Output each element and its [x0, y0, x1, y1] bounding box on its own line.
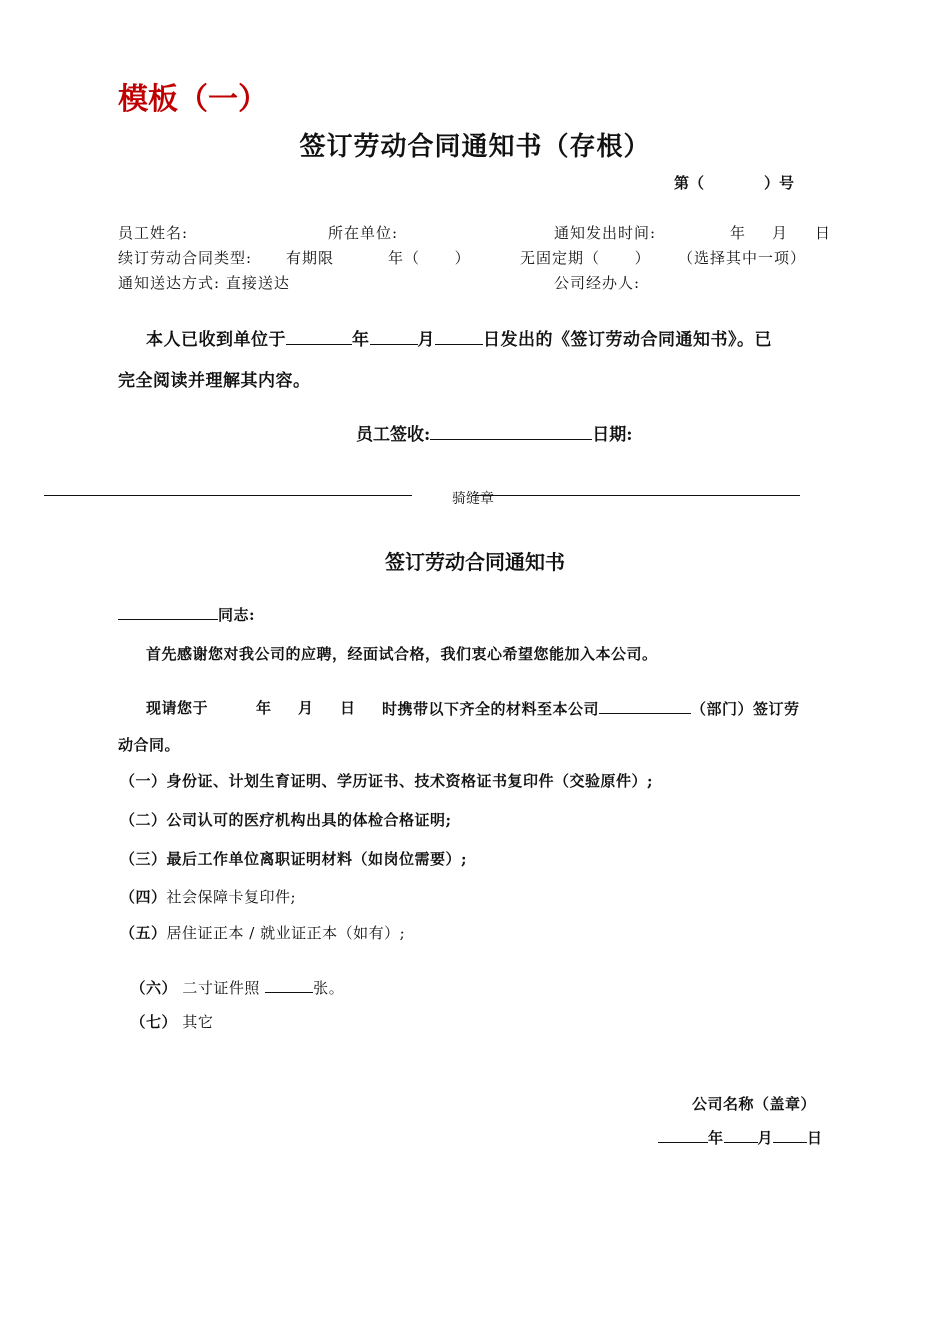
- issue-date-row: [658, 1126, 823, 1148]
- list-item-number: （二）: [120, 811, 167, 829]
- greeting-text: 首先感谢您对我公司的应聘，经面试合格，我们衷心希望您能加入本公司。: [146, 645, 658, 663]
- invite-text-1: 现请您于: [146, 699, 209, 717]
- stub-title: 签订劳动合同通知书（存根）: [299, 132, 651, 162]
- ack-year-blank[interactable]: [286, 328, 352, 345]
- number-prefix: 第（: [674, 174, 705, 192]
- seam-line-left: [44, 495, 412, 496]
- invite-day: 日: [340, 699, 356, 717]
- photo-unit: 张。: [313, 979, 345, 997]
- ack-month: 月: [417, 330, 435, 350]
- issue-day: 日: [807, 1129, 823, 1147]
- list-item: [120, 809, 452, 830]
- comrade-label: 同志:: [218, 606, 256, 624]
- document-number: [674, 172, 794, 193]
- list-item-text: 社会保障卡复印件;: [166, 888, 297, 906]
- recipient-name-field[interactable]: [118, 603, 218, 620]
- template-label: 模板（一）: [118, 82, 268, 117]
- ack-text-1: 本人已收到单位于: [146, 330, 286, 350]
- notice-day: 日: [815, 224, 832, 242]
- ack-day-blank[interactable]: [435, 328, 483, 345]
- notice-year: 年: [730, 224, 747, 242]
- invite-text-2: 时携带以下齐全的材料至本公司: [382, 700, 600, 718]
- ack-year: 年: [352, 330, 370, 350]
- acknowledgement-line-1: [146, 325, 772, 350]
- list-item: [120, 958, 344, 998]
- list-item-number: （七）: [130, 1013, 178, 1031]
- fixed-term-years: 年（ ）: [388, 249, 471, 267]
- number-suffix: ）号: [764, 174, 795, 192]
- list-item-number: （三）: [120, 850, 167, 868]
- list-item-text: 最后工作单位离职证明材料（如岗位需要）;: [166, 850, 468, 868]
- date-label: 日期:: [592, 425, 633, 445]
- issue-month-field[interactable]: [724, 1126, 758, 1143]
- contract-type-label: 续订劳动合同类型:: [118, 249, 253, 267]
- list-item-number: （一）: [120, 772, 167, 790]
- list-item-number: （六）: [130, 979, 178, 997]
- list-item: [120, 993, 213, 1032]
- issue-day-field[interactable]: [773, 1126, 807, 1143]
- department-field[interactable]: [599, 697, 691, 714]
- issue-year-field[interactable]: [658, 1126, 708, 1143]
- seam-line-right: [472, 495, 800, 496]
- notice-title: 签订劳动合同通知书: [385, 550, 565, 574]
- notice-month: 月: [772, 224, 789, 242]
- employee-signature-row: [356, 420, 633, 445]
- choose-one-note: （选择其中一项）: [678, 249, 807, 267]
- list-item-number: （五）: [120, 924, 167, 942]
- unit-label: 所在单位:: [328, 224, 399, 242]
- list-item-text: 公司认可的医疗机构出具的体检合格证明;: [166, 811, 452, 829]
- list-item-text: 身份证、计划生育证明、学历证书、技术资格证书复印件（交验原件）;: [166, 772, 654, 790]
- list-item-text: 二寸证件照: [177, 979, 260, 997]
- list-item-text: 其它: [177, 1013, 214, 1031]
- no-fixed-term-option: 无固定期（ ）: [520, 249, 651, 267]
- handler-label: 公司经办人:: [554, 274, 641, 292]
- issue-month: 月: [757, 1129, 774, 1147]
- invite-year: 年: [256, 699, 272, 717]
- photo-count-field[interactable]: [265, 976, 313, 993]
- fixed-term-option: 有期限: [286, 249, 335, 267]
- recipient-row: [118, 603, 255, 625]
- invite-text-3: （部门）签订劳: [691, 700, 800, 718]
- issue-year: 年: [708, 1129, 724, 1147]
- acknowledgement-line-2: 完全阅读并理解其内容。: [118, 371, 311, 391]
- delivery-method-label: 通知送达方式: 直接送达: [118, 274, 290, 292]
- list-item-text: 居住证正本 / 就业证正本（如有）;: [166, 924, 406, 942]
- list-item: [120, 770, 653, 791]
- list-item: [120, 922, 405, 943]
- list-item-number: （四）: [120, 888, 167, 906]
- list-item: [120, 886, 296, 907]
- invitation-line-2: 动合同。: [118, 736, 181, 754]
- employee-name-label: 员工姓名:: [118, 224, 189, 242]
- sign-label: 员工签收:: [356, 425, 431, 445]
- invitation-line-1-rest: [382, 697, 800, 719]
- company-seal-label: 公司名称（盖章）: [692, 1095, 817, 1113]
- seam-stamp-label: 骑缝章: [452, 491, 494, 507]
- list-item: [120, 848, 467, 869]
- signature-field[interactable]: [430, 423, 592, 440]
- invitation-line-1: [146, 697, 208, 718]
- invite-month: 月: [298, 699, 314, 717]
- ack-month-blank[interactable]: [370, 328, 418, 345]
- notice-time-label: 通知发出时间:: [554, 224, 657, 242]
- ack-text-2: 日发出的《签订劳动合同通知书》。已: [483, 330, 772, 350]
